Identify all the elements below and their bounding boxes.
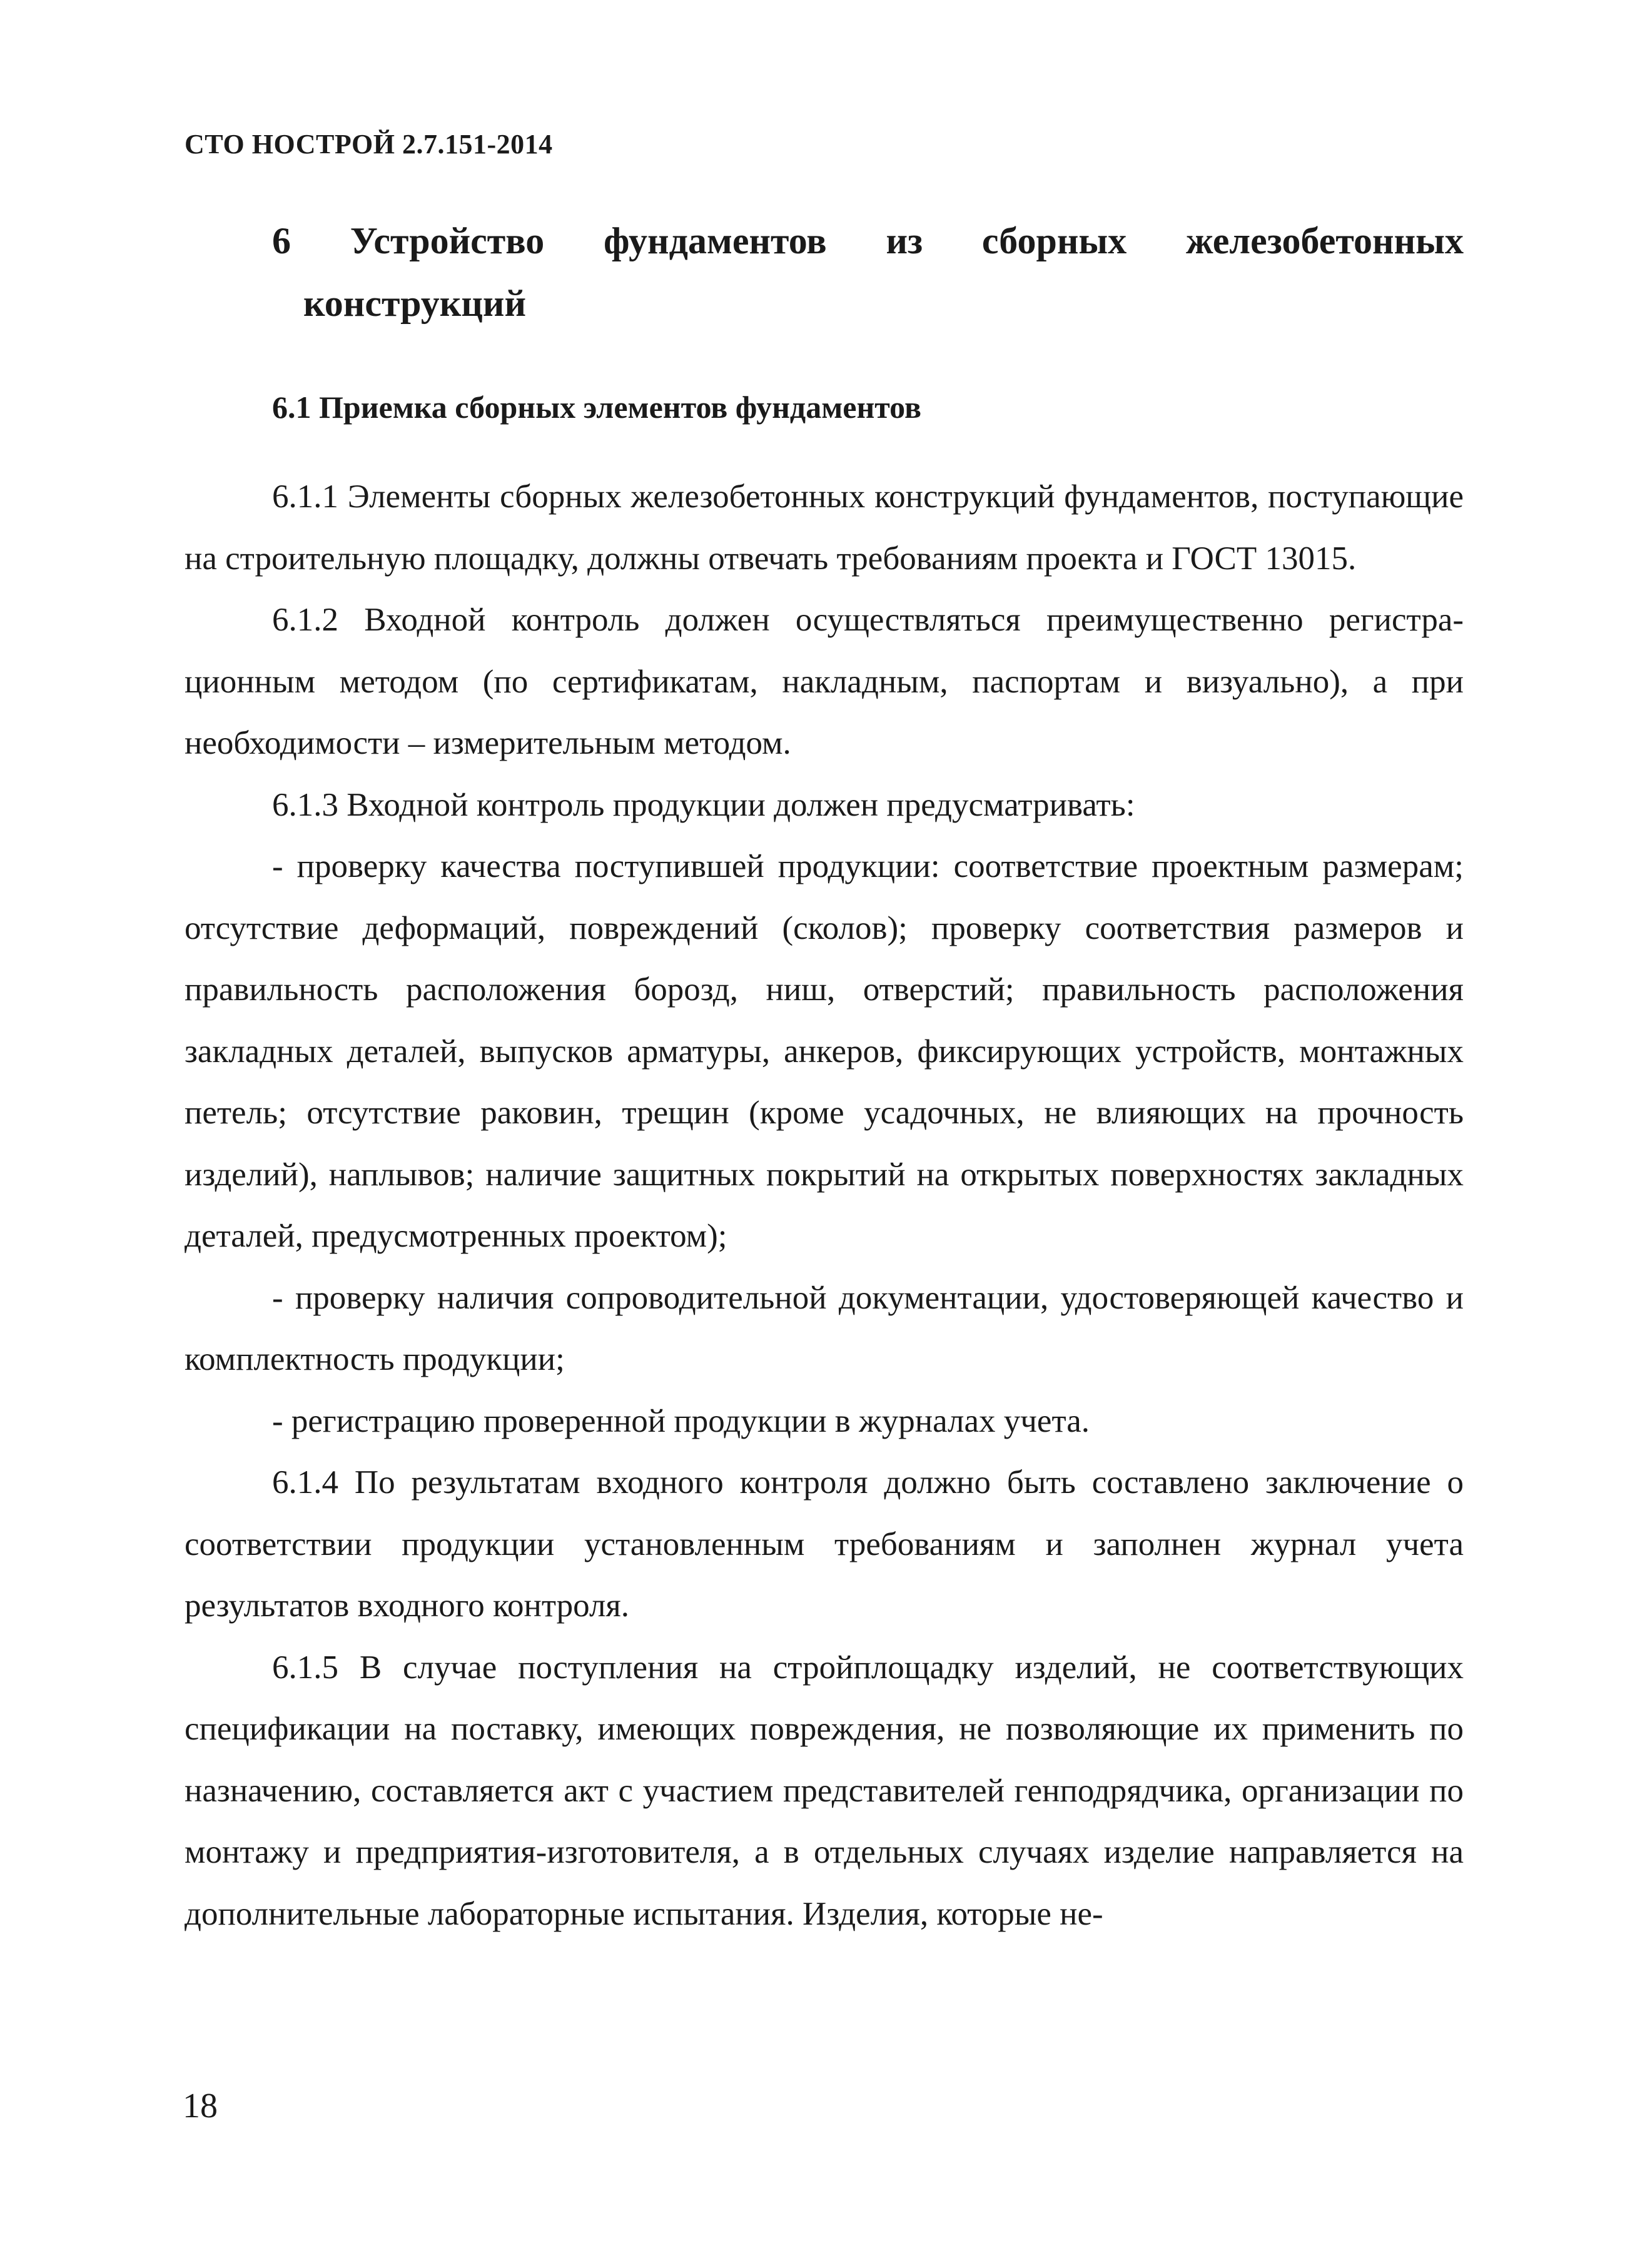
page-number: 18 — [183, 2087, 218, 2125]
paragraph-6-1-4: 6.1.4 По результатам входного контроля должно быть составлено заключение о соответствии продукции установленным требованиям и заполнен журнал учета результатов входного контроля. — [185, 1464, 1464, 1624]
chapter-title — [272, 210, 1464, 335]
paragraph-6-1-5: 6.1.5 В случае поступления на стройплощадку изделий, не соответствующих спецификации на поставку, имеющих повреждения, не позволяющие их применить по назначению, составляется акт с участием представителей генподрядчика, организации по монтажу и предприятия-изготовителя, а в отдельных случаях изделие направляется на дополнительные лабораторные испытания. Изделия, которые не- — [185, 1649, 1464, 1932]
paragraph-6-1-2: 6.1.2 Входной контроль должен осуществляться преимущественно регистрационным методом (по сертификатам, накладным, паспортам и визуально), а при необходимости – измерительным методом. — [185, 602, 1464, 761]
section-title: 6.1 Приемка сборных элементов фундаментов — [272, 390, 921, 425]
document-header: СТО НОСТРОЙ 2.7.151-2014 — [185, 129, 553, 159]
list-item-quality-check: - проверку качества поступившей продукции: соответствие проектным размерам; отсутствие деформаций, повреждений (сколов); проверку соответствия размеров и правильность расположения борозд, ниш, отверстий; правильность расположения закладных деталей, выпусков арматуры, анкеров, фиксирующих устройств, монтажных петель; отсутствие раковин, трещин (кроме усадочных, не влияющих на прочность изделий), наплывов; наличие защитных покрытий на открытых поверхностях закладных деталей, предусмотренных проектом); — [185, 848, 1464, 1254]
chapter-title-line1: 6 Устройство фундаментов из сборных железобетонных — [272, 220, 1464, 261]
body-text — [185, 466, 1464, 1945]
list-item-documentation-check: - проверку наличия сопроводительной документации, удостоверяющей качество и комплектность продукции; — [185, 1279, 1464, 1377]
paragraph-6-1-1: 6.1.1 Элементы сборных железобетонных конструкций фундаментов, поступающие на строительную площадку, должны отвечать требованиям проекта и ГОСТ 13015. — [185, 478, 1464, 577]
chapter-title-line2: конструкций — [303, 283, 527, 324]
paragraph-6-1-3: 6.1.3 Входной контроль продукции должен предусматривать: — [272, 786, 1135, 823]
list-item-registration: - регистрацию проверенной продукции в журналах учета. — [272, 1402, 1090, 1439]
